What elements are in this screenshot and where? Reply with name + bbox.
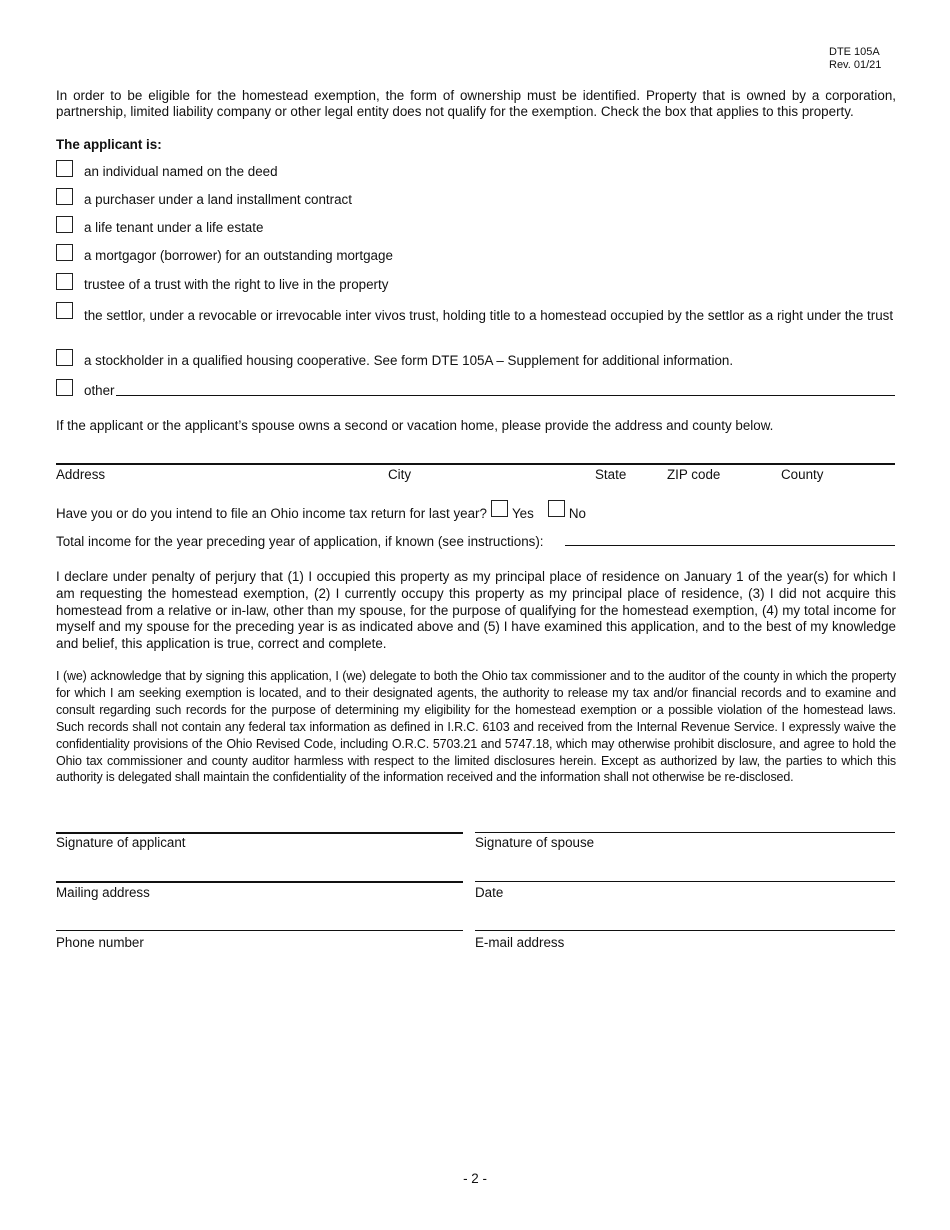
option-checkbox[interactable] [56, 302, 73, 319]
mailing-address-label: Mailing address [56, 885, 150, 900]
option-individual[interactable] [56, 160, 896, 182]
state-label: State [595, 467, 627, 482]
phone-label: Phone number [56, 935, 144, 950]
county-label: County [781, 467, 824, 482]
yes-label: Yes [511, 506, 534, 521]
applicant-signature-label: Signature of applicant [56, 835, 186, 850]
page-number: - 2 - [463, 1171, 487, 1186]
option-checkbox[interactable] [56, 160, 73, 177]
income-tax-question: Have you or do you intend to file an Ohio income tax return for last year? [56, 506, 487, 521]
date-label: Date [475, 885, 504, 900]
option-label: a mortgagor (borrower) for an outstanding mortgage [84, 248, 393, 263]
option-checkbox[interactable] [56, 379, 73, 396]
option-mortgagor[interactable] [56, 244, 896, 266]
date-line[interactable] [475, 881, 895, 882]
yes-checkbox[interactable] [491, 500, 508, 517]
option-label: trustee of a trust with the right to live in the property [84, 277, 389, 292]
option-label: a purchaser under a land installment contract [84, 192, 352, 207]
form-header [829, 46, 881, 72]
total-income-input-line[interactable] [565, 545, 895, 546]
address-label: Address [56, 467, 106, 482]
spouse-signature-line[interactable] [475, 832, 895, 833]
option-label: a stockholder in a qualified housing cooperative. See form DTE 105A – Supplement for additional information. [84, 353, 734, 368]
mailing-address-line[interactable] [56, 881, 463, 883]
form-id: DTE 105A [829, 46, 880, 58]
option-checkbox[interactable] [56, 216, 73, 233]
second-home-prompt: If the applicant or the applicant’s spouse owns a second or vacation home, please provide the address and county below. [56, 418, 774, 433]
no-checkbox[interactable] [548, 500, 565, 517]
zip-label: ZIP code [667, 467, 721, 482]
option-label: the settlor, under a revocable or irrevocable inter vivos trust, holding title to a homestead occupied by the settlor as a right under the trust [84, 308, 894, 323]
option-checkbox[interactable] [56, 349, 73, 366]
form-revision: Rev. 01/21 [829, 59, 882, 71]
option-other[interactable] [56, 379, 896, 401]
option-life-tenant[interactable] [56, 216, 896, 238]
city-label: City [388, 467, 412, 482]
option-label: an individual named on the deed [84, 164, 278, 179]
option-checkbox[interactable] [56, 188, 73, 205]
spouse-signature-label: Signature of spouse [475, 835, 595, 850]
option-trustee[interactable] [56, 273, 896, 295]
option-checkbox[interactable] [56, 273, 73, 290]
applicant-signature-line[interactable] [56, 832, 463, 834]
no-label: No [568, 506, 586, 521]
total-income-label: Total income for the year preceding year of application, if known (see instructions): [56, 534, 544, 549]
phone-line[interactable] [56, 930, 463, 931]
option-label: other [84, 383, 115, 398]
option-stockholder[interactable] [56, 349, 896, 371]
second-home-input-line[interactable] [56, 463, 895, 465]
email-label: E-mail address [475, 935, 565, 950]
option-label: a life tenant under a life estate [84, 220, 264, 235]
other-input-line[interactable] [116, 395, 895, 396]
email-line[interactable] [475, 930, 895, 931]
option-settlor[interactable] [56, 302, 896, 342]
declaration-paragraph: I declare under penalty of perjury that (1) I occupied this property as my principal place of residence on January 1 of the year(s) for which I am requesting the homestead exemption, (2) I currently occupy this property as my principal place of residence, (3) I did not acquire this homestead from a relative or in-law, other than my spouse, for the purpose of qualifying for the homestead exemption, (4) my total income for myself and my spouse for the preceding year is as indicated above and (5) I have examined this application, and to the best of my knowledge and belief, this application is true, correct and complete. [56, 569, 896, 652]
option-purchaser[interactable] [56, 188, 896, 210]
option-checkbox[interactable] [56, 244, 73, 261]
intro-paragraph: In order to be eligible for the homestead exemption, the form of ownership must be identified. Property that is owned by a corporation, partnership, limited liability company or other legal entity does not qualify for the exemption. Check the box that applies to this property. [56, 88, 896, 119]
applicant-heading: The applicant is: [56, 137, 162, 152]
acknowledgement-paragraph: I (we) acknowledge that by signing this application, I (we) delegate to both the Ohio tax commissioner and to the auditor of the county in which the property for which I am seeking exemption is located, and to their designated agents, the authority to release my tax and/or financial records and to examine and consult regarding such records for the purpose of determining my eligibility for the homestead exemption or a possible violation of the homestead laws. Such records shall not contain any federal tax information as defined in I.R.C. 6103 and received from the Internal Revenue Service. I expressly waive the confidentiality provisions of the Ohio Revised Code, including O.R.C. 5703.21 and 5747.18, which may otherwise prohibit disclosure, and agree to hold the Ohio tax commissioner and county auditor harmless with respect to the limited disclosures herein. Except as authorized by law, the parties to which this authority is delegated shall maintain the confidentiality of the information received and the information shall not otherwise be re-disclosed. [56, 669, 896, 785]
income-tax-question-row [56, 500, 586, 522]
